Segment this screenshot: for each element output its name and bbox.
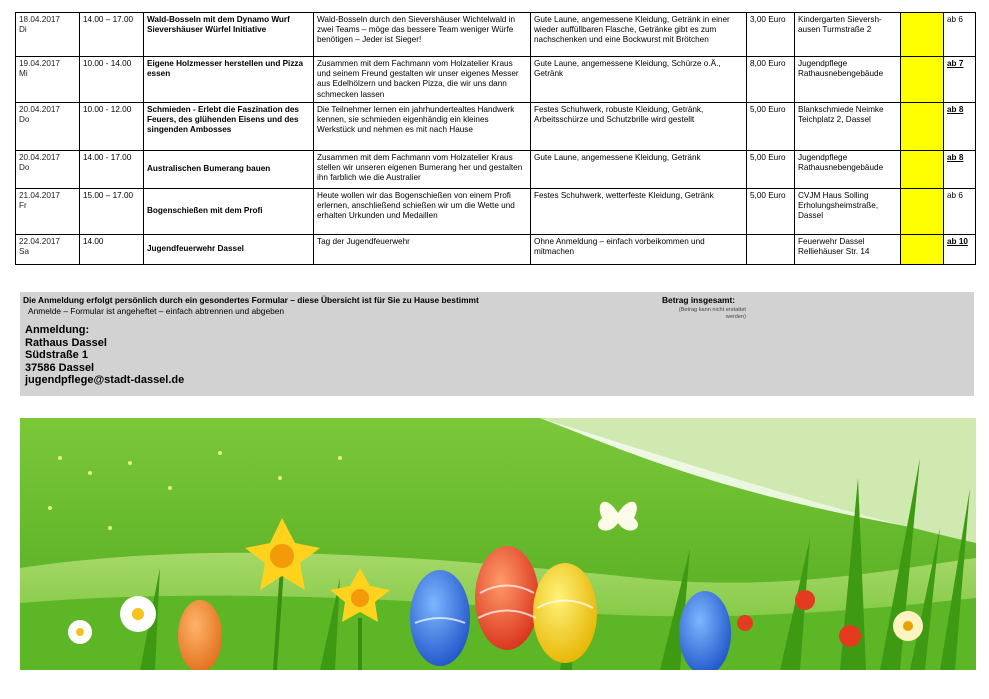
- price-cell: 8,00 Euro: [747, 57, 795, 103]
- date: 20.04.2017: [19, 153, 60, 162]
- age-cell: ab 7: [944, 57, 976, 103]
- highlight-cell: [901, 103, 944, 151]
- address-line: Südstraße 1: [25, 349, 88, 362]
- date: 20.04.2017: [19, 105, 60, 114]
- bring-cell: Festes Schuhwerk, robuste Kleidung, Getränk, Arbeitsschürze und Schutzbrille wird gestellt: [531, 103, 747, 151]
- bring-cell: Gute Laune, angemessene Kleidung, Schürze o.Ä., Getränk: [531, 57, 747, 103]
- table-row: [16, 103, 976, 151]
- weekday: Do: [19, 163, 30, 173]
- table-row: [16, 13, 976, 57]
- weekday: Mi: [19, 69, 28, 79]
- email-address: jugendpflege@stadt-dassel.de: [25, 374, 185, 387]
- weekday: Sa: [19, 247, 30, 257]
- highlight-cell: [901, 235, 944, 265]
- bring-cell: Ohne Anmeldung – einfach vorbeikommen und mitmachen: [531, 235, 747, 265]
- highlight-cell: [901, 189, 944, 235]
- place-cell: Feuerwehr Dassel Relliehäuser Str. 14: [795, 235, 901, 265]
- time-cell: 10.00 - 14.00: [80, 57, 144, 103]
- table-row: [16, 235, 976, 265]
- place-cell: Kindergarten Sievershausen Turmstraße 2: [795, 13, 901, 57]
- age-cell: ab 8: [944, 103, 976, 151]
- description-cell: Die Teilnehmer lernen ein jahrhundertealtes Handwerk kennen, sie schmieden eigenhändig ein kleines Werkstück und nehmen es mit nach Hause: [314, 103, 531, 151]
- weekday: Fr: [19, 201, 27, 211]
- date-cell: [16, 189, 80, 235]
- address-heading: Anmeldung:: [25, 324, 90, 336]
- title-cell: Eigene Holzmesser herstellen und Pizza essen: [144, 57, 314, 103]
- price-cell: 3,00 Euro: [747, 13, 795, 57]
- time-cell: 14.00: [80, 235, 144, 265]
- weekday: Di: [19, 25, 27, 35]
- price-cell: 5,00 Euro: [747, 151, 795, 189]
- description-cell: Wald-Bosseln durch den Sievershäuser Wichtelwald in zwei Teams – möge das bessere Team weniger Würfe benötigen – Jeder ist Sieger!: [314, 13, 531, 57]
- date: 21.04.2017: [19, 191, 60, 200]
- date: 19.04.2017: [19, 59, 60, 68]
- registration-box: [20, 292, 974, 396]
- address-block: [25, 324, 184, 387]
- date-cell: [16, 103, 80, 151]
- total-label: Betrag insgesamt:: [662, 295, 736, 305]
- highlight-cell: [901, 57, 944, 103]
- bring-cell: Gute Laune, angemessene Kleidung, Getränk: [531, 151, 747, 189]
- table-row: [16, 151, 976, 189]
- title-cell: Wald-Bosseln mit dem Dynamo Wurf Sievershäuser Würfel Initiative: [144, 13, 314, 57]
- highlight-cell: [901, 151, 944, 189]
- age-cell: ab 8: [944, 151, 976, 189]
- weekday: Do: [19, 115, 30, 125]
- refund-note: (Betrag kann nicht erstattet werden): [678, 307, 746, 320]
- table-row: [16, 189, 976, 235]
- program-table: [15, 12, 976, 265]
- title-cell: Australischen Bumerang bauen: [144, 151, 314, 189]
- table-row: [16, 57, 976, 103]
- time-cell: 14.00 – 17.00: [80, 13, 144, 57]
- registration-note: Die Anmeldung erfolgt persönlich durch ein gesondertes Formular – diese Übersicht ist für Sie zu Hause bestimmt: [23, 295, 479, 305]
- place-cell: CVJM Haus Solling Erholungsheimstraße, Dassel: [795, 189, 901, 235]
- price-cell: 5,00 Euro: [747, 103, 795, 151]
- bring-cell: Gute Laune, angemessene Kleidung, Getränk in einer wieder auffüllbaren Flasche, Getränke gibt es zum nachschenken und eine Bockwurst mit Brötchen: [531, 13, 747, 57]
- date-cell: [16, 235, 80, 265]
- price-cell: 5,00 Euro: [747, 189, 795, 235]
- date: 18.04.2017: [19, 15, 60, 24]
- title-cell: Jugendfeuerwehr Dassel: [144, 235, 314, 265]
- time-cell: 10.00 - 12.00: [80, 103, 144, 151]
- title-cell: Schmieden - Erlebt die Faszination des Feuers, des glühenden Eisens und des singenden Ambosses: [144, 103, 314, 151]
- description-cell: Heute wollen wir das Bogenschießen von einem Profi erlernen, anschließend schießen wir um die Wette und erhalten Urkunden und Medaillen: [314, 189, 531, 235]
- form-note: Anmelde – Formular ist angeheftet – einfach abtrennen und abgeben: [28, 306, 285, 316]
- time-cell: 15.00 – 17.00: [80, 189, 144, 235]
- description-cell: Zusammen mit dem Fachmann vom Holzatelier Kraus stellen wir unseren eigenen Bumerang her und gestalten ihn farblich wie die Australier: [314, 151, 531, 189]
- place-cell: Jugendpflege Rathausnebengebäude: [795, 57, 901, 103]
- address-line: Rathaus Dassel: [25, 336, 107, 349]
- date: 22.04.2017: [19, 237, 60, 246]
- date-cell: [16, 13, 80, 57]
- age-cell: ab 6: [944, 13, 976, 57]
- description-cell: Tag der Jugendfeuerwehr: [314, 235, 531, 265]
- place-cell: Jugendpflege Rathausnebengebäude: [795, 151, 901, 189]
- age-cell: ab 10: [944, 235, 976, 265]
- easter-illustration: [20, 418, 976, 670]
- place-cell: Blankschmiede Neimke Teichplatz 2, Dassel: [795, 103, 901, 151]
- date-cell: [16, 151, 80, 189]
- date-cell: [16, 57, 80, 103]
- highlight-cell: [901, 13, 944, 57]
- description-cell: Zusammen mit dem Fachmann vom Holzatelier Kraus und seinem Freund gestalten wir unser eigenes Messer aus Edelhölzern und backen Pizza, die wir uns dann schmecken lassen: [314, 57, 531, 103]
- address-line: 37586 Dassel: [25, 361, 95, 374]
- title-cell: Bogenschießen mit dem Profi: [144, 189, 314, 235]
- price-cell: [747, 235, 795, 265]
- age-cell: ab 6: [944, 189, 976, 235]
- time-cell: 14.00 - 17.00: [80, 151, 144, 189]
- bring-cell: Festes Schuhwerk, wetterfeste Kleidung, Getränk: [531, 189, 747, 235]
